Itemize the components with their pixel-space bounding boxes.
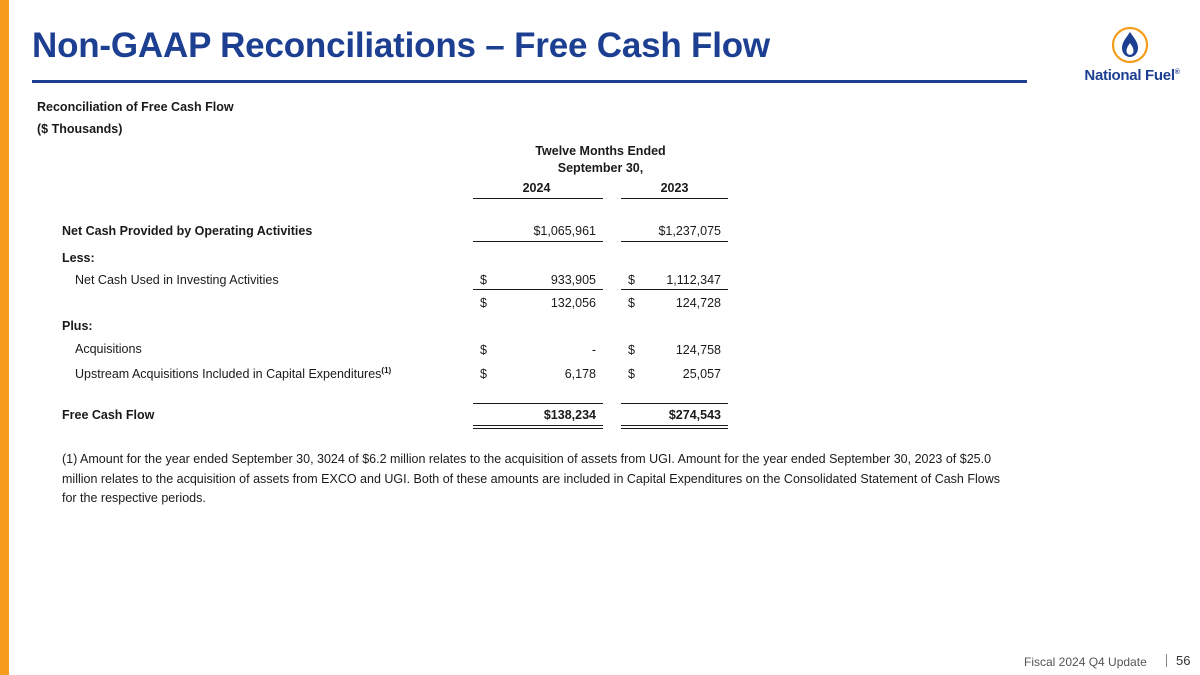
currency-upstream-2024: $ (480, 367, 487, 381)
table-units: ($ Thousands) (37, 122, 123, 136)
value-acquisitions-2023: 124,758 (675, 343, 721, 357)
rule-fcf-double1-2024 (473, 425, 603, 426)
company-logo (1076, 26, 1188, 88)
column-header-2023: 2023 (660, 181, 689, 195)
currency-subtotal-2023: $ (628, 296, 635, 310)
rule-investing-2023 (621, 289, 728, 290)
value-upstream-2023: 25,057 (682, 367, 721, 381)
value-free-cash-flow-2023: $274,543 (668, 408, 721, 422)
value-free-cash-flow-2024: $138,234 (543, 408, 596, 422)
currency-acquisitions-2024: $ (480, 343, 487, 357)
title-underline (32, 80, 1027, 83)
table-heading: Reconciliation of Free Cash Flow (37, 100, 234, 114)
footnote-ref: (1) (381, 366, 392, 375)
rule-fcf-top-2023 (621, 403, 728, 404)
currency-subtotal-2024: $ (480, 296, 487, 310)
row-label-plus: Plus: (62, 319, 93, 333)
value-upstream-2024: 6,178 (564, 367, 596, 381)
period-header-line1: Twelve Months Ended (535, 144, 666, 158)
currency-upstream-2023: $ (628, 367, 635, 381)
currency-investing-2024: $ (480, 273, 487, 287)
flame-icon (1111, 26, 1149, 64)
value-subtotal-2024: 132,056 (550, 296, 596, 310)
footer-label: Fiscal 2024 Q4 Update (1024, 655, 1147, 669)
value-investing-2023: 1,112,347 (666, 273, 721, 287)
rule-fcf-double2-2024 (473, 428, 603, 429)
row-label-investing: Net Cash Used in Investing Activities (75, 273, 279, 287)
rule-investing-2024 (473, 289, 603, 290)
rule-operating-2023 (621, 241, 728, 242)
value-operating-2024: $1,065,961 (533, 224, 596, 238)
header-rule-2023 (621, 198, 728, 199)
row-label-acquisitions: Acquisitions (75, 342, 142, 356)
logo-wordmark: National Fuel® (1084, 67, 1180, 84)
header-rule-2024 (473, 198, 603, 199)
left-accent-bar (0, 0, 9, 675)
rule-fcf-double1-2023 (621, 425, 728, 426)
value-operating-2023: $1,237,075 (658, 224, 721, 238)
row-label-upstream: Upstream Acquisitions Included in Capital Expenditures$^{(1)}$ (75, 366, 392, 382)
column-header-2024: 2024 (522, 181, 551, 195)
rule-fcf-double2-2023 (621, 428, 728, 429)
value-subtotal-2023: 124,728 (675, 296, 721, 310)
row-label-less: Less: (62, 251, 95, 265)
rule-operating-2024 (473, 241, 603, 242)
value-acquisitions-2024: - (591, 343, 596, 357)
currency-investing-2023: $ (628, 273, 635, 287)
footnote-text: (1) Amount for the year ended September 30, 3024 of $6.2 million relates to the acquisition of assets from UGI. Amount for the year ended September 30, 2023 of $25.0 million relates to the acquisition of assets from EXCO and UGI. Both of these amounts are included in Capital Expenditures on the Consolidated Statement of Cash Flows for the respective periods. (62, 452, 1000, 505)
rule-fcf-top-2024 (473, 403, 603, 404)
row-label-operating: Net Cash Provided by Operating Activities (62, 224, 313, 238)
footer-divider (1166, 654, 1167, 667)
row-label-free-cash-flow: Free Cash Flow (62, 408, 155, 422)
value-investing-2024: 933,905 (550, 273, 596, 287)
page-title: Non-GAAP Reconciliations – Free Cash Flow (32, 26, 770, 65)
period-header-line2: September 30, (557, 161, 644, 175)
page-number: 56 (1176, 653, 1191, 668)
currency-acquisitions-2023: $ (628, 343, 635, 357)
